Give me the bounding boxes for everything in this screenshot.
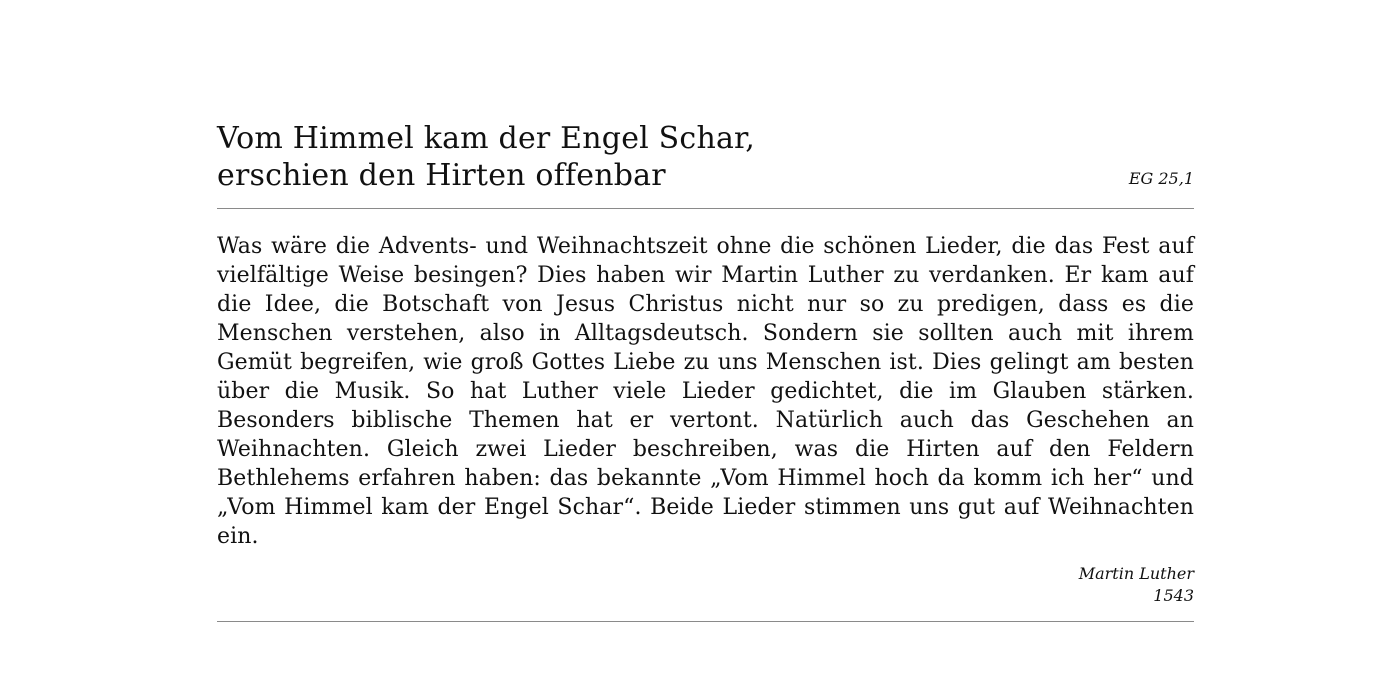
hymn-card <box>217 120 1194 622</box>
heading <box>217 120 1194 200</box>
title-line-1: Vom Himmel kam der Engel Schar, <box>217 121 756 156</box>
top-divider <box>217 208 1194 209</box>
author-year: 1543 <box>1153 586 1194 605</box>
bottom-divider <box>217 621 1194 622</box>
title-line-2: erschien den Hirten offenbar <box>217 158 666 193</box>
author-name: Martin Luther <box>1078 564 1194 583</box>
hymn-reference: EG 25,1 <box>1128 169 1194 188</box>
body-paragraph: Was wäre die Advents- und Weihnachtszeit ohne die schönen Lieder, die das Fest auf vielfältige Weise besingen? Dies haben wir Martin Luther zu verdanken. Er kam auf die Idee, die Botschaft von Jesus Christus nicht nur so zu predigen, dass es die Menschen verstehen, also in Alltagsdeutsch. Sondern sie sollten auch mit ihrem Gemüt begreifen, wie groß Gottes Liebe zu uns Menschen ist. Dies gelingt am besten über die Musik. So hat Luther viele Lieder gedichtet, die im Glauben stärken. Besonders biblische Themen hat er vertont. Natürlich auch das Geschehen an Weihnachten. Gleich zwei Lieder beschreiben, was die Hirten auf den Feldern Bethlehems erfahren haben: das bekannte „Vom Himmel hoch da komm ich her“ und „Vom Himmel kam der Engel Schar“. Beide Lieder stimmen uns gut auf Weihnachten ein. <box>217 234 1194 549</box>
attribution <box>217 563 1194 607</box>
